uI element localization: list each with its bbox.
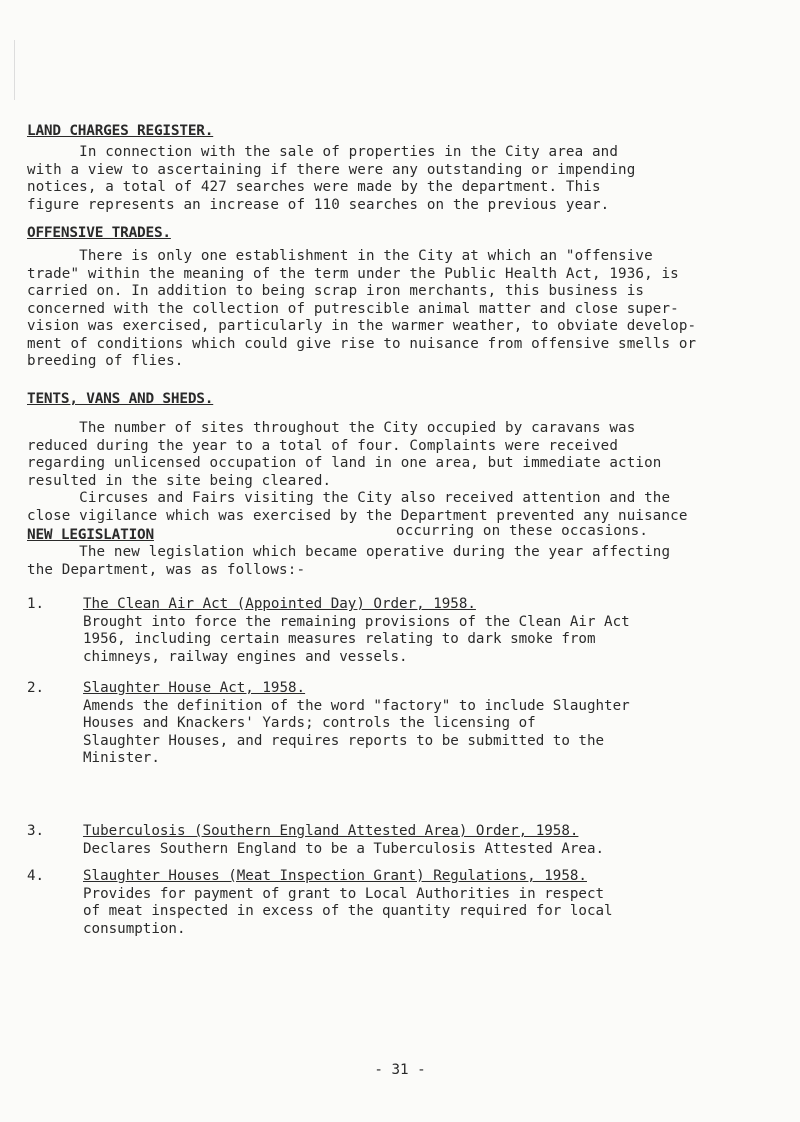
legislation-item-body: Brought into force the remaining provisions of the Clean Air Act 1956, including certain measures relating to dark smoke from chimneys, railway engines and vessels. bbox=[83, 613, 630, 665]
offensive-trades-heading: OFFENSIVE TRADES. bbox=[27, 225, 171, 241]
page-number: - 31 - bbox=[374, 1062, 426, 1078]
offensive-trades-paragraph: There is only one establishment in the City at which an "offensive trade" within the meaning of the term under the Public Health Act, 1936, is carried on. In addition to being scrap iron merchants, this business is concerned with the collection of putrescible animal matter and close super- vision was exercised, particularly in the warmer weather, to obviate develop- ment of conditions which could give rise to nuisance from offensive smells or breeding of flies. bbox=[27, 248, 697, 369]
legislation-item bbox=[83, 680, 783, 768]
item-number: 2. bbox=[27, 680, 45, 696]
item-number: 1. bbox=[27, 596, 45, 612]
new-legislation-heading: NEW LEGISLATION bbox=[27, 527, 154, 543]
tents-vans-sheds-heading: TENTS, VANS AND SHEDS. bbox=[27, 391, 214, 407]
new-legislation-overlap-text: occurring on these occasions. bbox=[396, 523, 649, 539]
legislation-item-title: Slaughter House Act, 1958. bbox=[83, 680, 306, 696]
legislation-item-body: Amends the definition of the word "factory" to include Slaughter Houses and Knackers' Yards; controls the licensing of Slaughter Houses, and requires reports to be submitted to the Minister. bbox=[83, 697, 630, 766]
legislation-item bbox=[83, 596, 783, 666]
land-charges-heading: LAND CHARGES REGISTER. bbox=[27, 123, 214, 139]
margin-mark bbox=[14, 40, 15, 100]
legislation-item-title: The Clean Air Act (Appointed Day) Order, 1958. bbox=[83, 596, 476, 612]
legislation-item-body: Provides for payment of grant to Local Authorities in respect of meat inspected in excess of the quantity required for local consumption. bbox=[83, 885, 613, 937]
legislation-item-body: Declares Southern England to be a Tuberculosis Attested Area. bbox=[83, 840, 605, 857]
tents-vans-sheds-paragraph: The number of sites throughout the City occupied by caravans was reduced during the year to a total of four. Complaints were received regarding unlicensed occupation of land in one area, but immediate action resulted in the site being cleared. Circuses and Fairs visiting the City also received attention and the close vigilance which was exercised by the Department prevented any nuisance bbox=[27, 420, 688, 524]
item-number: 4. bbox=[27, 868, 45, 884]
legislation-item-title: Slaughter Houses (Meat Inspection Grant) Regulations, 1958. bbox=[83, 868, 587, 884]
new-legislation-intro: The new legislation which became operative during the year affecting the Department, was as follows:- bbox=[27, 544, 671, 578]
legislation-item bbox=[83, 868, 783, 938]
land-charges-paragraph: In connection with the sale of properties in the City area and with a view to ascertaining if there were any outstanding or impending notices, a total of 427 searches were made by the department. This figure represents an increase of 110 searches on the previous year. bbox=[27, 144, 636, 213]
item-number: 3. bbox=[27, 823, 45, 839]
legislation-item-title: Tuberculosis (Southern England Attested Area) Order, 1958. bbox=[83, 823, 579, 839]
legislation-item bbox=[83, 823, 783, 858]
